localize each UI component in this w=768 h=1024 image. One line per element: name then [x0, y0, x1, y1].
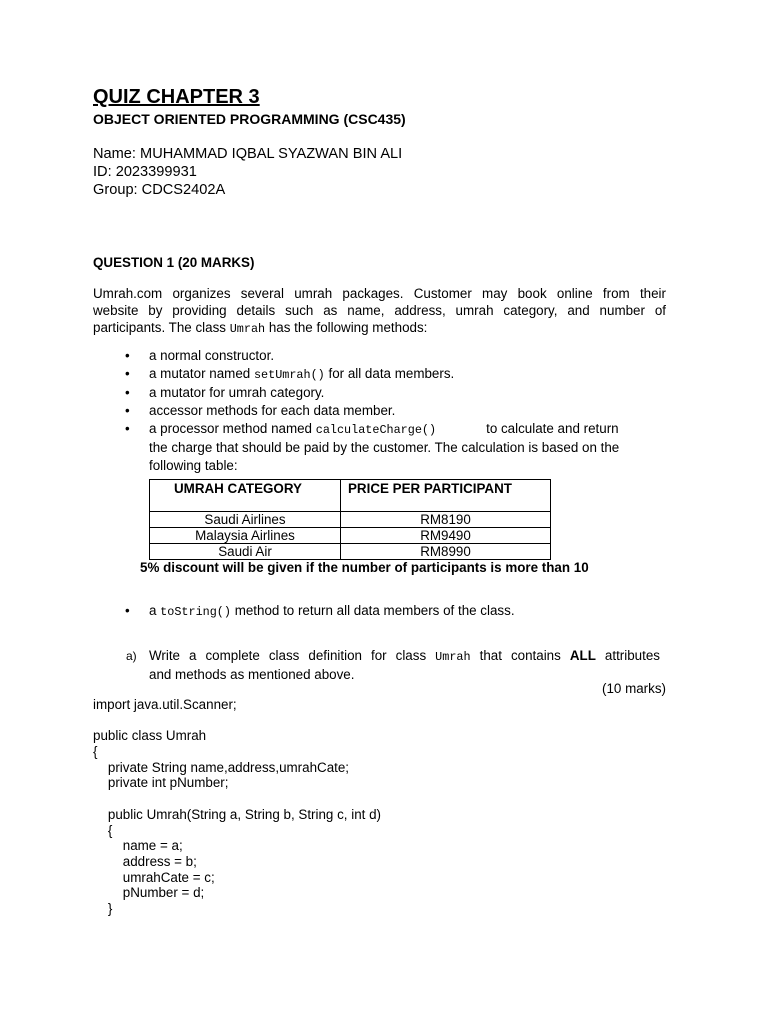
table-row [150, 544, 551, 560]
code-line: { [93, 744, 98, 760]
code-line: private int pNumber; [93, 775, 229, 791]
table-cell: Saudi Airlines [150, 512, 341, 528]
list-item [125, 365, 665, 384]
code-line: } [93, 900, 113, 916]
question-heading: QUESTION 1 (20 MARKS) [93, 255, 255, 270]
bullet-icon: • [125, 385, 130, 400]
table-cell: Malaysia Airlines [150, 528, 341, 544]
part-a-text-segment: attributes [595, 648, 660, 663]
list-item-text: a normal constructor. [149, 348, 275, 363]
table-cell: Saudi Air [150, 544, 341, 560]
price-table [149, 479, 551, 560]
table-row [150, 528, 551, 544]
method-name-code: setUmrah() [253, 368, 325, 382]
bullet-icon: • [125, 366, 130, 381]
list-item-text: a mutator named [149, 366, 254, 381]
intro-line-3 [93, 319, 666, 338]
course-subtitle: OBJECT ORIENTED PROGRAMMING (CSC435) [93, 111, 406, 127]
part-a-line-2: and methods as mentioned above. [149, 667, 355, 682]
code-line: public class Umrah [93, 728, 207, 744]
code-line [93, 713, 381, 729]
table-cell: RM8990 [341, 544, 551, 560]
page-title: QUIZ CHAPTER 3 [93, 86, 260, 108]
list-item-text: for all data members. [324, 366, 455, 381]
table-cell: RM8190 [341, 512, 551, 528]
list-item-text: accessor methods for each data member. [149, 403, 396, 418]
bullet-icon: • [125, 421, 130, 436]
method-name-code: calculateCharge() [315, 423, 437, 437]
table-row [150, 512, 551, 528]
code-line: pNumber = d; [93, 885, 205, 901]
list-item-text: a processor method named [149, 421, 316, 436]
list-item [125, 420, 665, 475]
part-a-label: a) [126, 649, 137, 663]
list-item [125, 347, 665, 365]
list-item-text: a [149, 603, 161, 618]
code-line: private String name,address,umrahCate; [93, 759, 350, 775]
intro-text: participants. The class [93, 320, 230, 335]
code-line: umrahCate = c; [93, 869, 215, 885]
student-name: Name: MUHAMMAD IQBAL SYAZWAN BIN ALI [93, 146, 403, 162]
list-item-text: following table: [149, 458, 238, 473]
code-line: { [93, 822, 113, 838]
student-group: Group: CDCS2402A [93, 182, 226, 198]
method-name-code: toString() [160, 605, 231, 619]
table-header: UMRAH CATEGORY [150, 480, 341, 512]
student-id: ID: 2023399931 [93, 164, 197, 180]
method-list [125, 347, 665, 475]
question-intro [93, 285, 666, 338]
code-line: name = a; [93, 838, 183, 854]
list-item [125, 402, 665, 420]
table-cell: RM9490 [341, 528, 551, 544]
list-item-text: to calculate and return [486, 421, 619, 436]
intro-text: has the following methods: [265, 320, 428, 335]
intro-line-1: Umrah.com organizes several umrah packages. Customer may book online from their [93, 286, 666, 301]
bullet-icon: • [125, 403, 130, 418]
part-a-text-segment: Write a complete class definition for class [149, 648, 436, 663]
class-name-code: Umrah [229, 322, 266, 336]
bullet-icon: • [125, 603, 130, 618]
discount-note: 5% discount will be given if the number of participants is more than 10 [140, 560, 589, 575]
code-line: address = b; [93, 853, 197, 869]
part-a-text [149, 647, 660, 684]
marks-label: (10 marks) [602, 681, 666, 696]
code-answer [93, 697, 381, 917]
part-a-text-segment: that contains [470, 648, 570, 663]
part-a-line-1 [149, 647, 660, 666]
list-item-text: a mutator for umrah category. [149, 385, 325, 400]
part-a-emphasis: ALL [569, 648, 596, 663]
intro-line-2: website by providing details such as name, address, umrah category, and number of [93, 303, 666, 318]
code-line [93, 791, 381, 807]
list-item-text: the charge that should be paid by the customer. The calculation is based on the [149, 440, 620, 455]
code-line: import java.util.Scanner; [93, 697, 237, 712]
list-item [125, 384, 665, 402]
code-line: public Umrah(String a, String b, String c, int d) [93, 806, 382, 822]
list-item [125, 603, 515, 619]
table-header: PRICE PER PARTICIPANT [341, 480, 551, 512]
bullet-icon: • [125, 348, 130, 363]
class-name-code: Umrah [435, 650, 471, 664]
list-item-text: method to return all data members of the class. [230, 603, 515, 618]
table-header-row [150, 480, 551, 512]
